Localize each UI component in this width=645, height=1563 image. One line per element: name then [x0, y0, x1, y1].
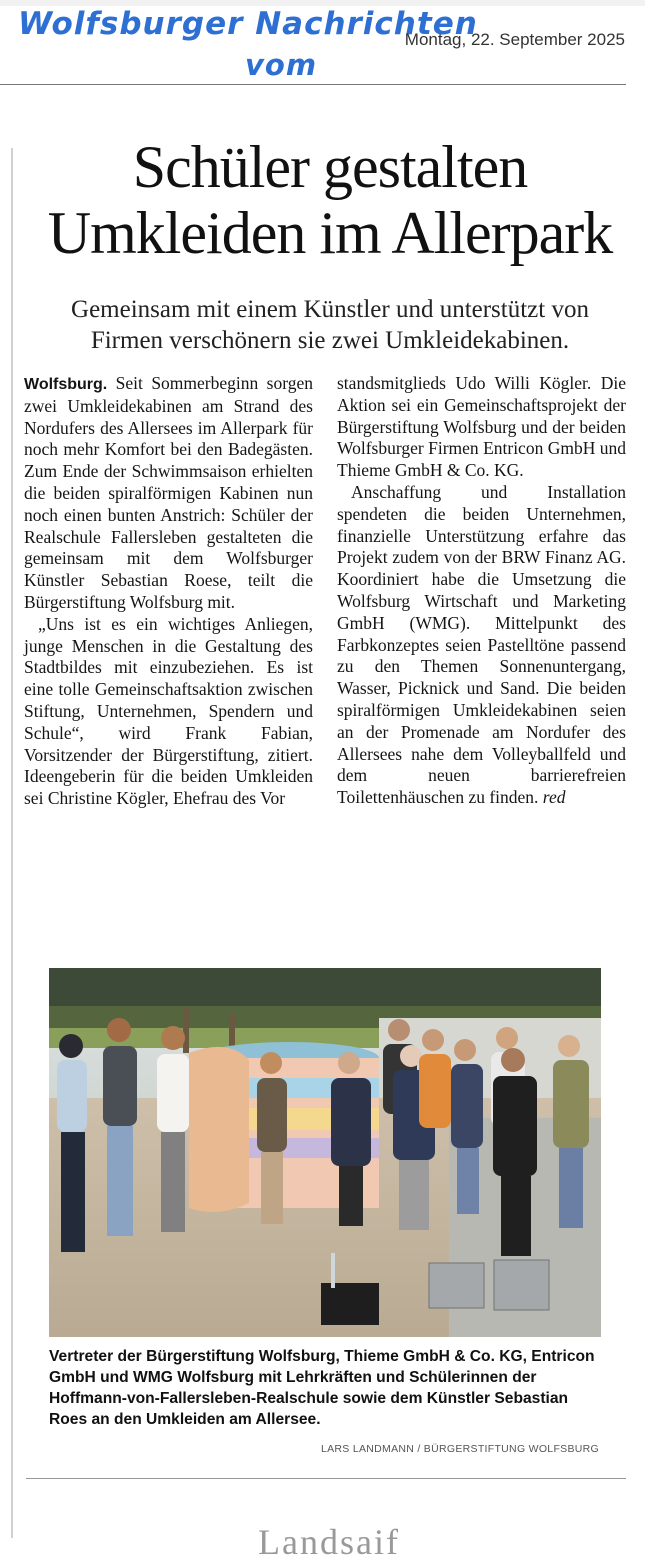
footer-divider [26, 1478, 626, 1479]
issue-date: Montag, 22. September 2025 [404, 30, 625, 49]
column2-paragraph-1: standsmitglieds Udo Willi Kögler. Die Aktion sei ein Gemeinschaftsprojekt der Bürgerstiftung Wolfsburg und der beiden Wolfsburger Firmen Entricon GmbH und Thieme GmbH & Co. KG. [337, 373, 626, 481]
author-signature: red [542, 787, 566, 808]
subhead-line-2: Firmen verschönern sie zwei Umkleidekabinen. [90, 327, 570, 354]
headline-line-1: Schüler gestalten [132, 134, 528, 200]
next-article-fragment: Landsaif [258, 1522, 400, 1562]
headline-line-2: Umkleiden im Allerpark [47, 200, 613, 266]
dateline-place: Wolfsburg. [24, 376, 108, 393]
column1-paragraph-2: „Uns ist es ein wichtiges Anliegen, junge Menschen in die Gestaltung des Stadtbildes mit einzubeziehen. Es ist eine tolle Gemeinschaftsaktion zwischen Stiftung, Unternehmen, Spendern und Schule“, wird Frank Fabian, Vorsitzender der Bürgerstiftung, zitiert. Ideengeberin für die beiden Umkleiden sei Christine Kögler, Ehefrau des Vor [24, 613, 313, 809]
article-headline [20, 134, 640, 266]
left-margin-line [11, 148, 13, 1538]
photo-credit: LARS LANDMANN / BÜRGERSTIFTUNG WOLFSBURG [320, 1443, 599, 1455]
column1-paragraph-1 [24, 373, 313, 614]
photo-illustration [49, 968, 601, 1337]
photo-caption: Vertreter der Bürgerstiftung Wolfsburg, Thieme GmbH & Co. KG, Entricon GmbH und WMG Wolfsburg mit Lehrkräften und Schülerinnen der Hoffmann-von-Fallersleben-Realschule sowie dem Künstler Sebastian Roes an den Umkleiden am Allersee. [49, 1348, 595, 1428]
column2-paragraph-2-text: Anschaffung und Installation spendeten die beiden Unternehmen, finanzielle Unterstützung erfahre das Projekt zudem von der BRW Finanz AG. Koordiniert habe die Umsetzung die Wolfsburg Wirtschaft und Marketing GmbH (WMG). Mittelpunkt des Farbkonzeptes seien Pastelltöne passend zu den Themen Sonnenuntergang, Wasser, Picknick und Sand. Die beiden spiralförmigen Umkleidekabinen seien an der Promenade am Nordufer des Allersees nahe dem Volleyballfeld und dem neuen barrierefreien Toilettenhäuschen zu finden. [337, 481, 626, 808]
handwritten-note-line1: Wolfsburger Nachrichten [18, 6, 478, 42]
column1-paragraph-1-text: Seit Sommerbeginn sorgen zwei Umkleidekabinen am Strand des Nordufers des Allersees im Allerpark für noch mehr Komfort bei den Badegästen. Zum Ende der Schwimmsaison erhielten die beiden spiralförmigen Kabinen nun noch einen bunten Anstrich: Schüler der Realschule Fallersleben gestalteten die gemeinsam mit dem Wolfsburger Künstler Sebastian Roese, teilt die Bürgerstiftung Wolfsburg mit. [24, 373, 313, 612]
header-divider [0, 84, 626, 85]
column2-paragraph-2 [337, 482, 626, 809]
article-column-2 [337, 373, 626, 809]
article-photo [49, 968, 601, 1337]
handwritten-note-line2: vom [245, 48, 318, 82]
article-subhead [20, 294, 640, 356]
article-column-1 [24, 373, 313, 810]
subhead-line-1: Gemeinsam mit einem Künstler und unterstützt von [71, 296, 589, 323]
